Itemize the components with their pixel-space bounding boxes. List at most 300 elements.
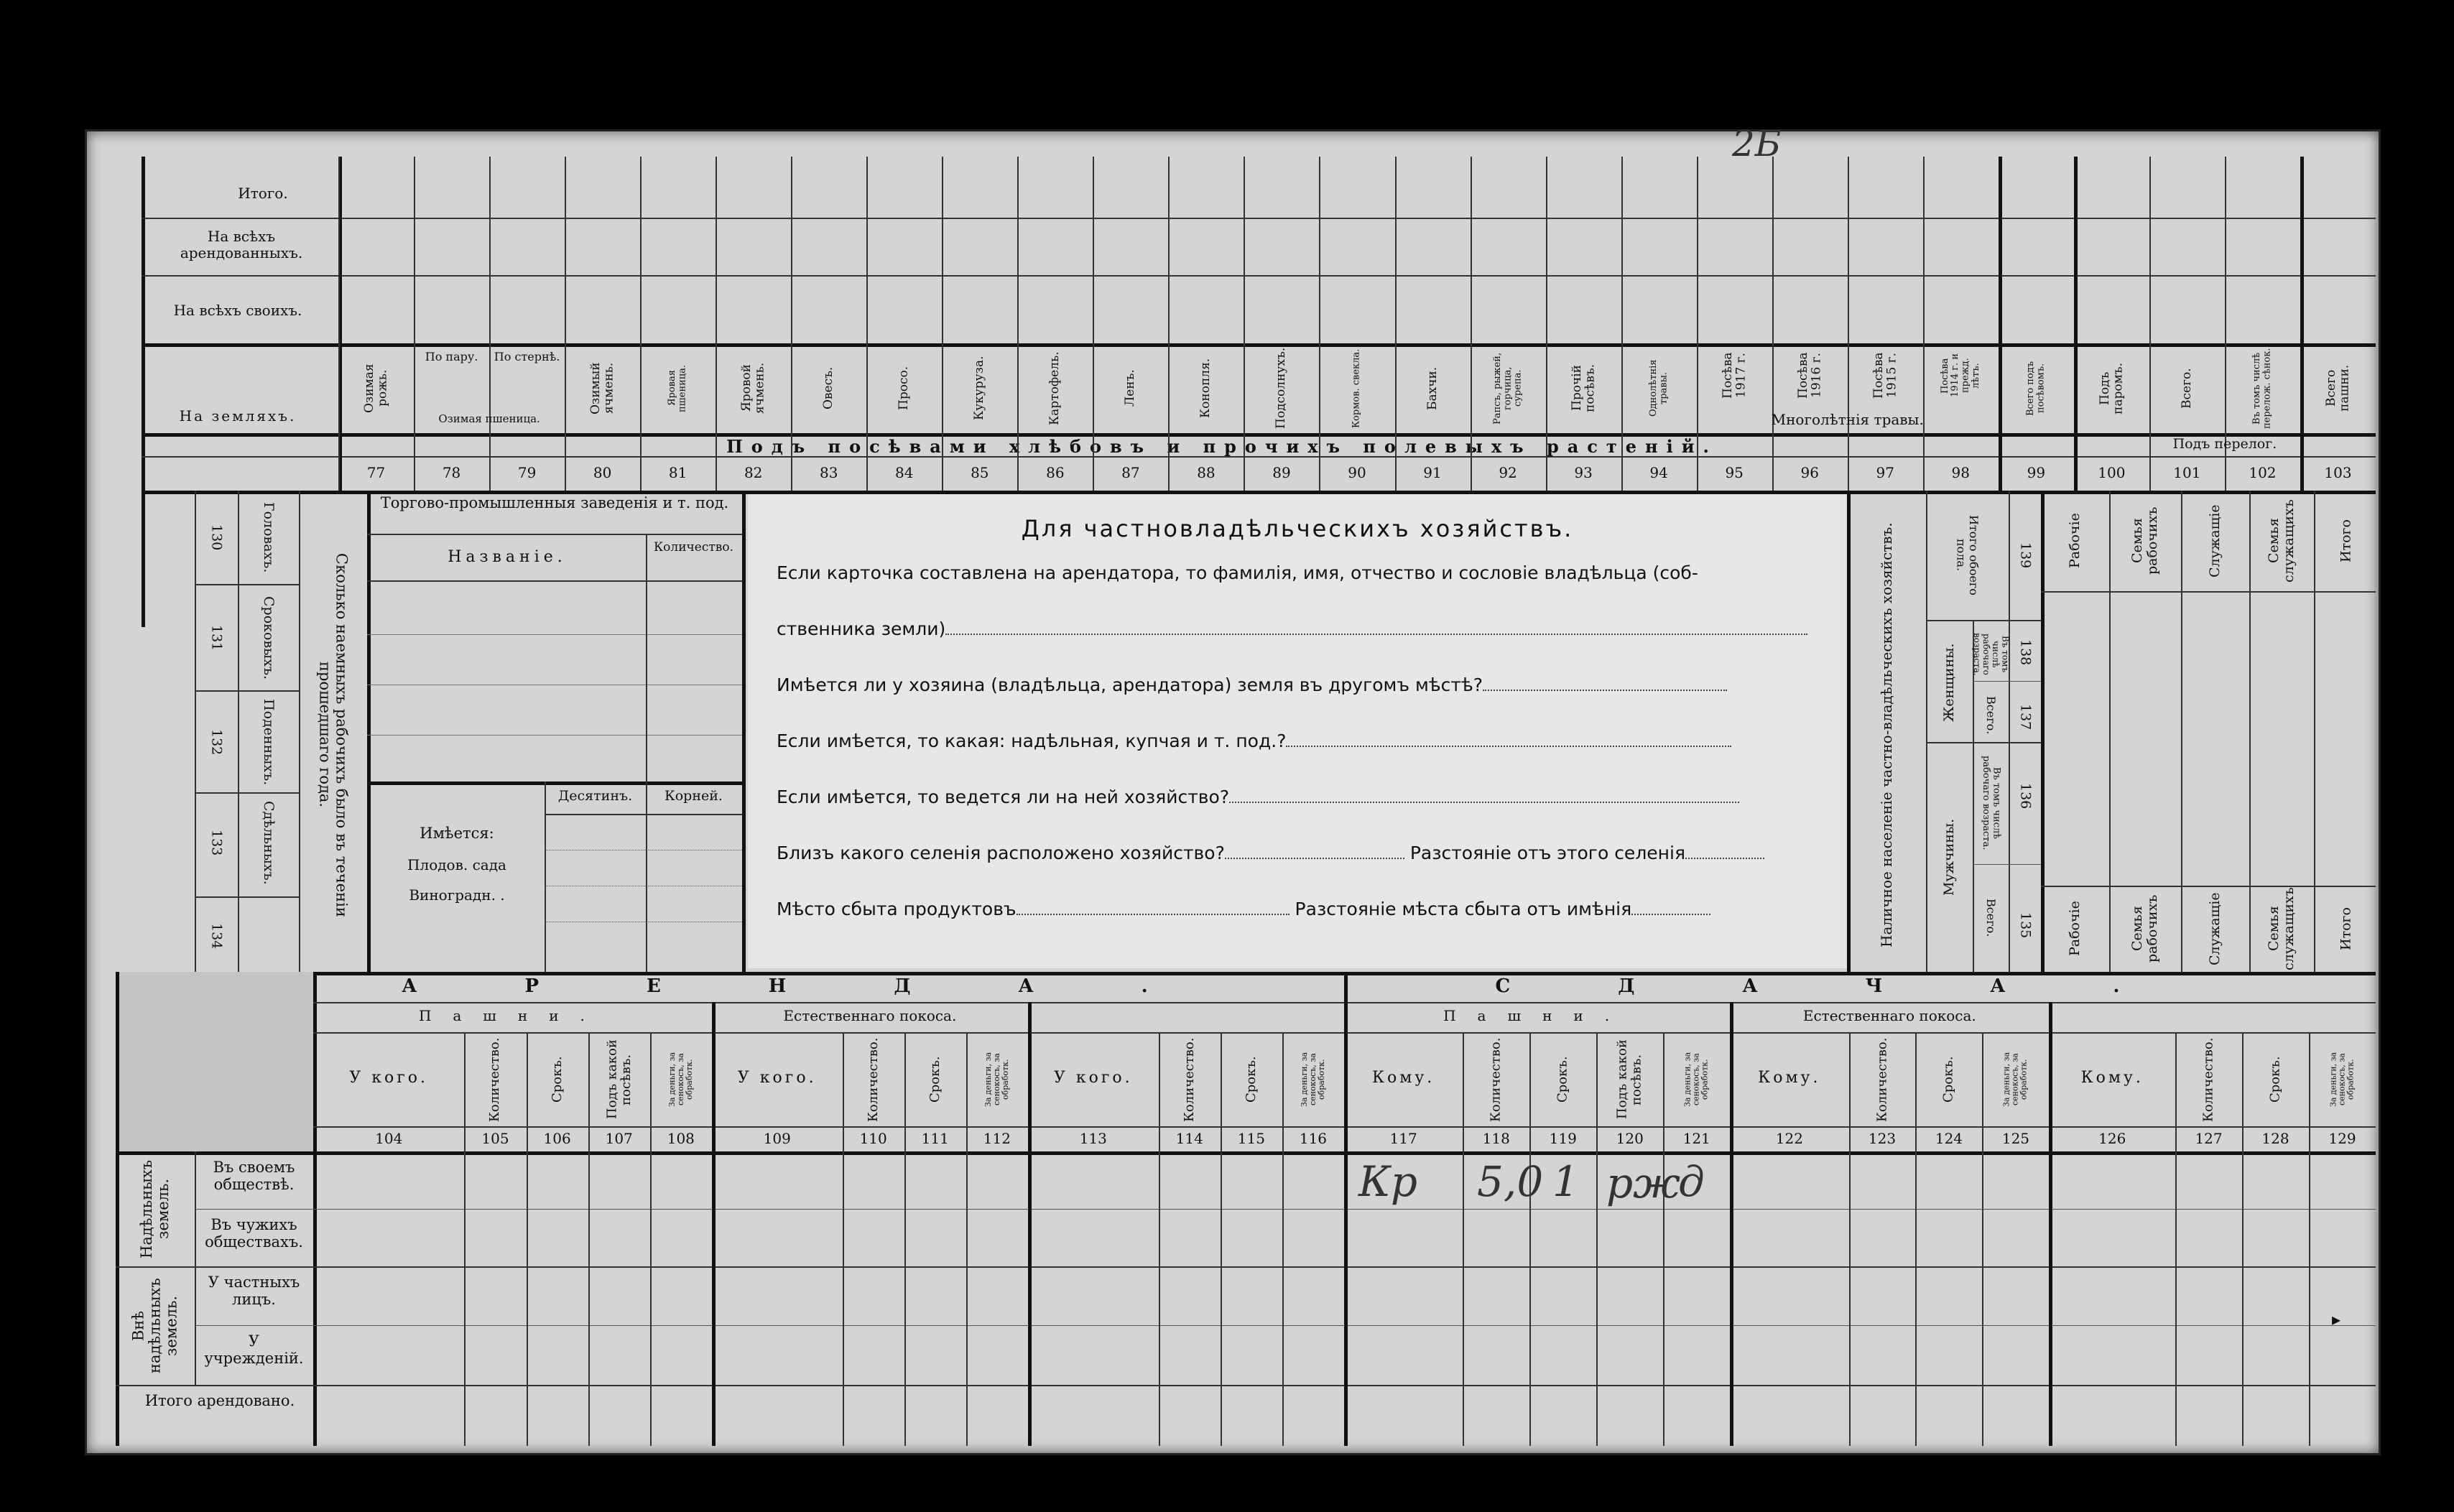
- crop-header-yarovoy-yachmen: Яровой ячмень.: [739, 362, 767, 414]
- lease-cell[interactable]: [650, 1385, 712, 1446]
- lease-cell[interactable]: [1221, 1209, 1282, 1266]
- v-chuzhikh-obshchestvakh: Въ чужихъ обществахъ.: [205, 1216, 303, 1251]
- crop-col-number: 80: [593, 464, 612, 481]
- lease-cell[interactable]: [1463, 1385, 1529, 1446]
- lease-header-za-dengi: За деньги, за сенокосъ, за обработк.: [2001, 1052, 2029, 1108]
- lease-cell[interactable]: [464, 1151, 526, 1209]
- trade-title: Торгово-промышленныя заведенія и т. под.: [380, 494, 729, 511]
- lease-col-number: 121: [1682, 1130, 1710, 1147]
- lease-cell[interactable]: [1915, 1266, 1982, 1325]
- lease-cell[interactable]: [1663, 1209, 1730, 1266]
- private-q2: Имѣется ли у хозяина (владѣльца, арендатора) земля въ другомъ мѣстѣ?: [777, 674, 1483, 695]
- crop-col-line: [1471, 157, 1472, 491]
- page-number: 2Б: [1732, 123, 1782, 164]
- desyatin-header: Десятинъ.: [557, 788, 633, 804]
- lease-cell[interactable]: [1159, 1266, 1221, 1325]
- lease-cell[interactable]: [527, 1151, 588, 1209]
- lease-header-srok: Срокъ.: [549, 1056, 565, 1103]
- crop-col-number: 92: [1499, 464, 1517, 481]
- korney-header: Корней.: [665, 788, 723, 804]
- lease-cell[interactable]: [1028, 1385, 1159, 1446]
- lease-cell[interactable]: [1849, 1385, 1916, 1446]
- itogo-bottom: Итого: [2338, 907, 2354, 950]
- lease-header-komu: Кому.: [2080, 1069, 2144, 1087]
- answer-village-distance-field[interactable]: [1685, 858, 1764, 859]
- lease-cell[interactable]: [313, 1151, 464, 1209]
- sdacha-title: СДАЧА.: [1495, 975, 2228, 997]
- lease-header-komu: Кому.: [1371, 1069, 1435, 1087]
- crop-header-proso: Просо.: [897, 366, 912, 411]
- lease-cell[interactable]: [1915, 1385, 1982, 1446]
- lease-cell[interactable]: [1663, 1266, 1730, 1325]
- answer-farming-field[interactable]: [1229, 802, 1739, 803]
- lease-header-kolichestvo: Количество.: [1181, 1037, 1197, 1122]
- lease-cell[interactable]: [1028, 1209, 1159, 1266]
- lease-group-header: Пашни.: [418, 1007, 606, 1024]
- lease-cell[interactable]: [1596, 1266, 1663, 1325]
- lease-col-number: 111: [921, 1130, 949, 1147]
- vinogradnik: Виноградн. .: [409, 886, 505, 904]
- ozimaya-pshenitsa-group: Озимая пшеница.: [438, 412, 540, 425]
- plodov-sada: Плодов. сада: [407, 856, 506, 873]
- lease-cell[interactable]: [1663, 1325, 1730, 1383]
- crop-header-prochiy: Прочій посѣвъ.: [1569, 363, 1598, 413]
- sluzhashchie-bottom: Служащіе: [2207, 892, 2223, 965]
- lease-cell[interactable]: [1730, 1266, 1848, 1325]
- lease-cell[interactable]: [2242, 1266, 2309, 1325]
- crop-col-number: 90: [1348, 464, 1366, 481]
- crop-col-line: [2300, 157, 2304, 491]
- crop-header-po-paru: По пару.: [425, 350, 478, 363]
- lease-cell[interactable]: [966, 1385, 1028, 1446]
- crop-col-number: 86: [1046, 464, 1065, 481]
- crop-header-yarovaya-pshenitsa: Яровая пшеница.: [667, 364, 688, 412]
- private-form-title: Для частновладѣльческихъ хозяйствъ.: [1021, 515, 1574, 542]
- lease-cell[interactable]: [464, 1209, 526, 1266]
- lease-cell[interactable]: [904, 1325, 966, 1383]
- crop-header-posev1916: Посѣва 1916 г.: [1795, 352, 1824, 399]
- lease-cell[interactable]: [1159, 1151, 1221, 1209]
- lease-cell[interactable]: [1730, 1385, 1848, 1446]
- answer-village-field[interactable]: [1225, 858, 1404, 859]
- lease-cell[interactable]: [464, 1325, 526, 1383]
- lease-cell[interactable]: [2049, 1266, 2175, 1325]
- lease-cell[interactable]: [2309, 1385, 2376, 1446]
- lease-header-za-dengi: За деньги, за сенокосъ, за обработк.: [983, 1052, 1010, 1108]
- lease-cell[interactable]: [1221, 1151, 1282, 1209]
- lease-header-kolichestvo: Количество.: [2200, 1037, 2216, 1122]
- lease-cell[interactable]: [527, 1266, 588, 1325]
- lease-cell[interactable]: [1463, 1325, 1529, 1383]
- lease-group-header: Пашни.: [1443, 1007, 1631, 1024]
- lease-col-number: 129: [2328, 1130, 2356, 1147]
- lease-col-number: 122: [1775, 1130, 1803, 1147]
- crop-col-line: [1848, 157, 1849, 491]
- n130: 130: [208, 524, 225, 551]
- lease-group-header: Естественнаго покоса.: [783, 1007, 957, 1024]
- crop-col-line: [1244, 157, 1245, 491]
- crop-header-posev1915: Посѣва 1915 г.: [1871, 352, 1899, 399]
- lease-header-u-kogo: У кого.: [1053, 1069, 1133, 1087]
- n139: 139: [2017, 542, 2034, 569]
- crop-header-kukuruza: Кукуруза.: [972, 356, 987, 421]
- lease-header-srok: Срокъ.: [927, 1056, 943, 1103]
- lease-cell[interactable]: [313, 1266, 464, 1325]
- crop-col-line: [1093, 157, 1094, 491]
- hw-kolichestvo: 5,0: [1477, 1157, 1544, 1206]
- lease-cell[interactable]: [1529, 1385, 1596, 1446]
- lease-header-kolichestvo: Количество.: [1488, 1037, 1504, 1122]
- crop-header-raps: Рапсъ, рыжей, горчица, сурепа.: [1491, 352, 1524, 425]
- lease-cell[interactable]: [843, 1266, 904, 1325]
- crop-header-posev1914: Посѣва 1914 г. и прежд. лѣтъ.: [1939, 353, 1981, 398]
- lease-cell[interactable]: [588, 1385, 650, 1446]
- lease-cell[interactable]: [2175, 1325, 2242, 1383]
- v-svoem-obshchestve: Въ своемъ обществѣ.: [213, 1159, 295, 1194]
- lease-cell[interactable]: [843, 1209, 904, 1266]
- lease-cell[interactable]: [1344, 1151, 1463, 1209]
- lease-cell[interactable]: [527, 1385, 588, 1446]
- lease-header-pod-kakoy: Подъ какой посѣвъ.: [1614, 1039, 1644, 1120]
- crop-header-podsolnukh: Подсолнухъ.: [1274, 347, 1289, 430]
- arrow-mark-icon: ▸: [2332, 1309, 2341, 1330]
- crop-col-number: 85: [971, 464, 989, 481]
- lease-col-number: 126: [2098, 1130, 2126, 1147]
- lease-cell[interactable]: [1982, 1266, 2049, 1325]
- lease-cell[interactable]: [313, 1385, 464, 1446]
- private-q6: Мѣсто сбыта продуктовъ: [777, 899, 1017, 919]
- crop-header-posev1917: Посѣва 1917 г.: [1720, 352, 1749, 399]
- lease-cell[interactable]: [966, 1266, 1028, 1325]
- z-vsego: Всего.: [1983, 695, 1998, 735]
- itogo-top: Итого: [2338, 519, 2354, 562]
- arenda-title: АРЕНДА.: [402, 975, 1256, 997]
- corner-shaded: [116, 972, 313, 1151]
- u-chastnykh-lits: У частныхъ лицъ.: [208, 1274, 300, 1309]
- trade-nazvanie: Названіе.: [448, 548, 567, 566]
- lease-col-number: 120: [1616, 1130, 1644, 1147]
- lease-cell[interactable]: [1282, 1151, 1344, 1209]
- lease-cell[interactable]: [1221, 1385, 1282, 1446]
- private-q4: Если имѣется, то ведется ли на ней хозяйство?: [777, 787, 1230, 807]
- lease-cell[interactable]: [712, 1266, 843, 1325]
- lease-cell[interactable]: [2309, 1325, 2376, 1383]
- lease-col-number: 112: [983, 1130, 1011, 1147]
- lease-cell[interactable]: [1529, 1209, 1596, 1266]
- lease-cell[interactable]: [1463, 1209, 1529, 1266]
- lease-cell[interactable]: [1663, 1151, 1730, 1209]
- crop-header-oves: Овесъ.: [821, 366, 836, 410]
- hw-srok: 1: [1552, 1157, 1579, 1206]
- lease-cell[interactable]: [966, 1151, 1028, 1209]
- lease-cell[interactable]: [1282, 1325, 1344, 1383]
- lease-header-komu: Кому.: [1758, 1069, 1821, 1087]
- lease-cell[interactable]: [904, 1209, 966, 1266]
- lease-cell[interactable]: [1982, 1325, 2049, 1383]
- crop-header-ozimy-yachmen: Озимый ячмень.: [588, 362, 616, 414]
- lease-cell[interactable]: [1529, 1325, 1596, 1383]
- lease-cell[interactable]: [2242, 1209, 2309, 1266]
- lease-cell[interactable]: [1849, 1325, 1916, 1383]
- crop-col-number: 94: [1649, 464, 1668, 481]
- crop-col-number: 77: [366, 464, 386, 481]
- crop-col-line: [716, 157, 717, 491]
- crop-col-number: 100: [2098, 464, 2126, 481]
- lease-header-pod-kakoy: Подъ какой посѣвъ.: [603, 1039, 634, 1120]
- lease-cell[interactable]: [1529, 1151, 1596, 1209]
- private-q5: Близъ какого селенія расположено хозяйство?: [777, 843, 1225, 863]
- lease-header-u-kogo: У кого.: [349, 1069, 429, 1087]
- lease-cell[interactable]: [2175, 1266, 2242, 1325]
- lease-header-kolichestvo: Количество.: [865, 1037, 881, 1122]
- crop-col-number: 87: [1121, 464, 1140, 481]
- answer-market-field[interactable]: [1017, 914, 1289, 915]
- lease-cell[interactable]: [1849, 1209, 1916, 1266]
- crop-col-line: [1017, 157, 1019, 491]
- n137: 137: [2017, 703, 2034, 731]
- lease-cell[interactable]: [1282, 1385, 1344, 1446]
- crop-col-line: [1697, 157, 1698, 491]
- lease-cell[interactable]: [2309, 1151, 2376, 1209]
- lease-cell[interactable]: [1849, 1266, 1916, 1325]
- lease-cell[interactable]: [1463, 1266, 1529, 1325]
- crop-col-number: 98: [1951, 464, 1970, 481]
- lease-cell[interactable]: [2309, 1209, 2376, 1266]
- lease-cell[interactable]: [588, 1151, 650, 1209]
- lease-col-number: 118: [1482, 1130, 1510, 1147]
- lease-cell[interactable]: [650, 1151, 712, 1209]
- crop-col-number: 81: [668, 464, 687, 481]
- lease-cell[interactable]: [1663, 1385, 1730, 1446]
- crop-col-line: [1168, 157, 1170, 491]
- lease-cell[interactable]: [1028, 1266, 1159, 1325]
- sluzhashchie-top: Служащіе: [2207, 504, 2223, 578]
- crop-col-line: [866, 157, 868, 491]
- m-vsego: Всего.: [1983, 899, 1998, 937]
- lease-cell[interactable]: [2309, 1266, 2376, 1325]
- lease-cell[interactable]: [1915, 1209, 1982, 1266]
- lease-col-number: 116: [1299, 1130, 1328, 1147]
- lease-cell[interactable]: [1463, 1151, 1529, 1209]
- lease-cell[interactable]: [1282, 1266, 1344, 1325]
- lease-col-number: 124: [1935, 1130, 1963, 1147]
- lease-cell[interactable]: [1221, 1266, 1282, 1325]
- n132: 132: [208, 728, 225, 756]
- lease-cell[interactable]: [527, 1209, 588, 1266]
- lease-cell[interactable]: [1730, 1151, 1848, 1209]
- lease-cell[interactable]: [712, 1151, 843, 1209]
- n136: 136: [2017, 782, 2034, 810]
- lease-header-kolichestvo: Количество.: [1874, 1037, 1890, 1122]
- trade-kolichestvo: Количество.: [654, 540, 733, 555]
- lease-col-number: 119: [1549, 1130, 1577, 1147]
- lease-cell[interactable]: [904, 1385, 966, 1446]
- answer-land-type-field[interactable]: [1286, 746, 1731, 747]
- lease-header-srok: Срокъ.: [1555, 1056, 1570, 1103]
- n131: 131: [208, 624, 225, 651]
- crop-col-line: [1319, 157, 1320, 491]
- crop-col-line: [2074, 157, 2078, 491]
- lease-cell[interactable]: [1730, 1209, 1848, 1266]
- crop-header-vsego-pashni: Всего пашни.: [2323, 364, 2352, 412]
- lease-header-srok: Срокъ.: [1941, 1056, 1957, 1103]
- lease-cell[interactable]: [2049, 1209, 2175, 1266]
- nadelnykh-zemel: Надѣльныхъ земель.: [137, 1159, 172, 1258]
- lease-cell[interactable]: [650, 1325, 712, 1383]
- crop-col-number: 96: [1800, 464, 1819, 481]
- lease-cell[interactable]: [2242, 1151, 2309, 1209]
- crop-col-line: [1999, 157, 2002, 491]
- lease-cell[interactable]: [1159, 1209, 1221, 1266]
- crop-col-number: 84: [895, 464, 914, 481]
- lease-cell[interactable]: [1982, 1385, 2049, 1446]
- lease-cell[interactable]: [1344, 1266, 1463, 1325]
- golov: Головахъ.: [260, 501, 277, 573]
- lease-cell[interactable]: [464, 1266, 526, 1325]
- lease-col-number: 128: [2261, 1130, 2289, 1147]
- crop-col-line: [1546, 157, 1547, 491]
- lease-header-srok: Срокъ.: [1243, 1056, 1259, 1103]
- lease-cell[interactable]: [843, 1325, 904, 1383]
- lease-cell[interactable]: [843, 1385, 904, 1446]
- crop-header-konoplya: Конопля.: [1198, 358, 1213, 419]
- lease-col-number: 113: [1079, 1130, 1107, 1147]
- lease-header-za-dengi: За деньги, за сенокосъ, за обработк.: [1682, 1052, 1710, 1108]
- answer-market-distance-field[interactable]: [1631, 914, 1710, 915]
- vne-nadelnykh: Внѣ надѣльныхъ земель.: [129, 1278, 180, 1373]
- z-rabochego: Въ томъ числѣ рабочаго возраста.: [1971, 632, 2011, 676]
- lease-cell[interactable]: [2049, 1151, 2175, 1209]
- mnogoletnie-group: Многолѣтнія травы.: [1771, 411, 1924, 428]
- lease-header-za-dengi: За деньги, за сенокосъ, за обработк.: [667, 1052, 694, 1108]
- lease-col-number: 117: [1389, 1130, 1417, 1147]
- crop-col-line: [1772, 157, 1774, 491]
- lease-cell[interactable]: [588, 1325, 650, 1383]
- lease-cell[interactable]: [527, 1325, 588, 1383]
- crop-col-line: [1395, 157, 1397, 491]
- crop-col-number: 82: [744, 464, 763, 481]
- lease-cell[interactable]: [1282, 1209, 1344, 1266]
- crop-header-kormov-svekla: Кормов. свекла.: [1351, 348, 1362, 428]
- lease-cell[interactable]: [2175, 1209, 2242, 1266]
- n135: 135: [2017, 912, 2034, 939]
- lease-cell[interactable]: [1344, 1209, 1463, 1266]
- lease-cell[interactable]: [464, 1385, 526, 1446]
- lease-cell[interactable]: [966, 1325, 1028, 1383]
- lease-group-header: Естественнаго покоса.: [1802, 1007, 1976, 1024]
- lease-cell[interactable]: [1982, 1209, 2049, 1266]
- lease-cell[interactable]: [650, 1209, 712, 1266]
- lease-cell[interactable]: [904, 1266, 966, 1325]
- lease-cell[interactable]: [904, 1151, 966, 1209]
- lease-cell[interactable]: [2049, 1385, 2175, 1446]
- sdelnykh: Сдѣльныхъ.: [260, 800, 277, 885]
- lease-cell[interactable]: [1028, 1151, 1159, 1209]
- crop-header-bakhchi: Бахчи.: [1425, 366, 1440, 410]
- crop-col-number: 89: [1272, 464, 1291, 481]
- lease-col-number: 127: [2195, 1130, 2223, 1147]
- lease-col-number: 105: [481, 1130, 509, 1147]
- lease-cell[interactable]: [588, 1209, 650, 1266]
- left-margin-line: [142, 157, 145, 627]
- row-na-zemlyakh: На земляхъ.: [179, 407, 297, 425]
- lease-cell[interactable]: [1596, 1209, 1663, 1266]
- lease-cell[interactable]: [2242, 1325, 2309, 1383]
- itogo-oboego: Итого обоего пола.: [1954, 515, 1981, 595]
- lease-cell[interactable]: [1596, 1385, 1663, 1446]
- lease-cell[interactable]: [712, 1325, 843, 1383]
- lease-cell[interactable]: [1596, 1325, 1663, 1383]
- lease-cell[interactable]: [588, 1266, 650, 1325]
- crop-header-len: Ленъ.: [1123, 369, 1138, 407]
- row-vsekh-svoikh: На всѣхъ своихъ.: [173, 302, 302, 319]
- lease-cell[interactable]: [1730, 1325, 1848, 1383]
- itogo-arendovano: Итого арендовано.: [144, 1392, 295, 1409]
- lease-cell[interactable]: [2049, 1325, 2175, 1383]
- lease-cell[interactable]: [1849, 1151, 1916, 1209]
- muzhchiny: Мужчины.: [1941, 818, 1958, 896]
- lease-cell[interactable]: [1344, 1385, 1463, 1446]
- lease-cell[interactable]: [712, 1209, 843, 1266]
- crop-col-number: 101: [2173, 464, 2201, 481]
- lease-cell[interactable]: [2175, 1151, 2242, 1209]
- lease-cell[interactable]: [966, 1209, 1028, 1266]
- lease-cell[interactable]: [313, 1209, 464, 1266]
- crop-col-number: 93: [1574, 464, 1593, 481]
- semya-rabochikh-top: Семья рабочихъ: [2129, 506, 2160, 575]
- lease-cell[interactable]: [1344, 1325, 1463, 1383]
- lease-col-number: 107: [605, 1130, 633, 1147]
- lease-col-number: 125: [2001, 1130, 2030, 1147]
- answer-other-land-field[interactable]: [1483, 690, 1727, 691]
- lease-cell[interactable]: [1159, 1325, 1221, 1383]
- lease-cell[interactable]: [712, 1385, 843, 1446]
- lease-cell[interactable]: [2175, 1385, 2242, 1446]
- lease-header-u-kogo: У кого.: [737, 1069, 817, 1087]
- lease-cell[interactable]: [2242, 1385, 2309, 1446]
- private-q6b: Разстояніе мѣста сбыта отъ имѣнія: [1295, 899, 1632, 919]
- lease-cell[interactable]: [650, 1266, 712, 1325]
- row-vsekh-arend: На всѣхъ арендованныхъ.: [180, 228, 303, 261]
- rabochie-bottom: Рабочіе: [2067, 901, 2083, 957]
- crop-col-line: [791, 157, 792, 491]
- answer-owner-field[interactable]: [945, 634, 1807, 635]
- crop-header-ozimaya-rozh: Озимая рожь.: [361, 363, 390, 413]
- hw-za: д: [1678, 1157, 1705, 1206]
- lease-cell[interactable]: [843, 1151, 904, 1209]
- lease-cell[interactable]: [1915, 1325, 1982, 1383]
- hw-pod-posev: рж: [1606, 1159, 1681, 1207]
- lease-cell[interactable]: [1221, 1325, 1282, 1383]
- lease-cell[interactable]: [1982, 1151, 2049, 1209]
- crop-col-line: [565, 157, 566, 491]
- lease-cell[interactable]: [1028, 1325, 1159, 1383]
- crop-col-number: 91: [1423, 464, 1442, 481]
- lease-cell[interactable]: [1915, 1151, 1982, 1209]
- lease-cell[interactable]: [1596, 1151, 1663, 1209]
- private-q1: Если карточка составлена на арендатора, то фамилія, имя, отчество и сословіе владѣльца (соб-: [777, 562, 1698, 583]
- skolko-naemnykh: Сколько наемныхъ рабочихъ было въ теченіи прошедшаго года.: [316, 552, 351, 917]
- lease-cell[interactable]: [1529, 1266, 1596, 1325]
- crop-header-kartofel: Картофель.: [1047, 351, 1062, 425]
- crop-col-line: [1923, 157, 1925, 491]
- lease-cell[interactable]: [1159, 1385, 1221, 1446]
- hw-komu: Кр: [1358, 1157, 1418, 1206]
- lease-cell[interactable]: [313, 1325, 464, 1383]
- u-uchrezhdeniy: У учрежденій.: [204, 1332, 304, 1368]
- crop-col-number: 102: [2249, 464, 2277, 481]
- lease-col-number: 114: [1175, 1130, 1203, 1147]
